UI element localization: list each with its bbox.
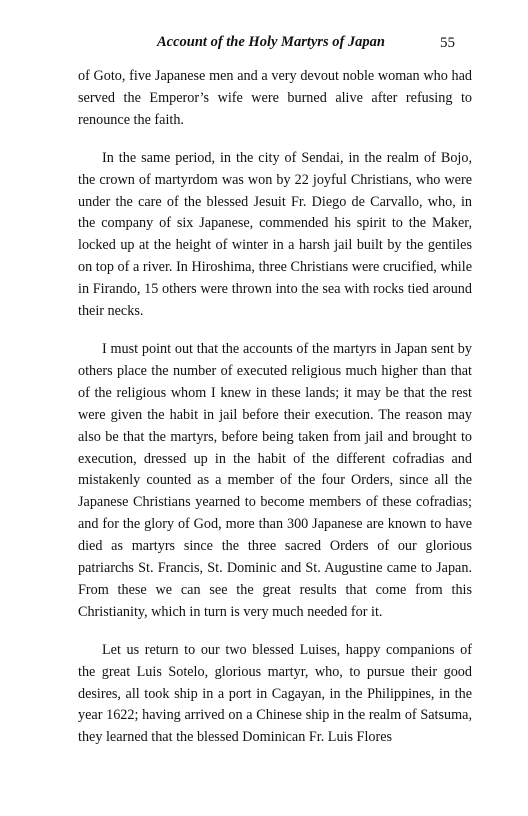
body-text — [78, 66, 472, 749]
paragraph-continued: of Goto, five Japanese men and a very devout noble woman who had served the Emperor’s wife were burned alive after refusing to renounce the faith. — [78, 68, 472, 128]
paragraph-two-luises: Let us return to our two blessed Luises, happy companions of the great Luis Sotelo, glorious martyr, who, to pursue their good desires, all took ship in a port in Cagayan, in the Philippines, in the year 1622; having arrived on a Chinese ship in the realm of Satsuma, they learned that the blessed Dominican Fr. Luis Flores — [78, 641, 472, 746]
page-number: 55 — [440, 35, 455, 51]
paragraph-martyr-accounts: I must point out that the accounts of the martyrs in Japan sent by others place the number of executed religious much higher than that of the religious whom I knew in these lands; it may be that the rest were given the habit in jail before their execution. The reason may also be that the martyrs, before being taken from jail and brought to execution, dressed up in the habit of the different cofradias and mistakenly counted as a member of the four Orders, since all the Japanese Christians yearned to become members of these cofradias; and for the glory of God, more than 300 Japanese are known to have died as martyrs since the three sacred Orders of our glorious patriarchs St. Francis, St. Dominic and St. Augustine came to Japan. From these we can see the great results that come from this Christianity, which in turn is very much needed for it. — [78, 340, 472, 620]
running-title: Account of the Holy Martyrs of Japan — [157, 34, 385, 50]
page-header — [0, 34, 528, 56]
paragraph-sendai-martyrs: In the same period, in the city of Sendai, in the realm of Bojo, the crown of martyrdom was won by 22 joyful Christians, who were under the care of the blessed Jesuit Fr. Diego de Carvallo, who, in the company of six Japanese, commended his spirit to the Maker, locked up at the height of winter in a harsh jail built by the gentiles on top of a river. In Hiroshima, three Christians were crucified, while in Firando, 15 others were thrown into the sea with rocks tied around their necks. — [78, 149, 472, 320]
